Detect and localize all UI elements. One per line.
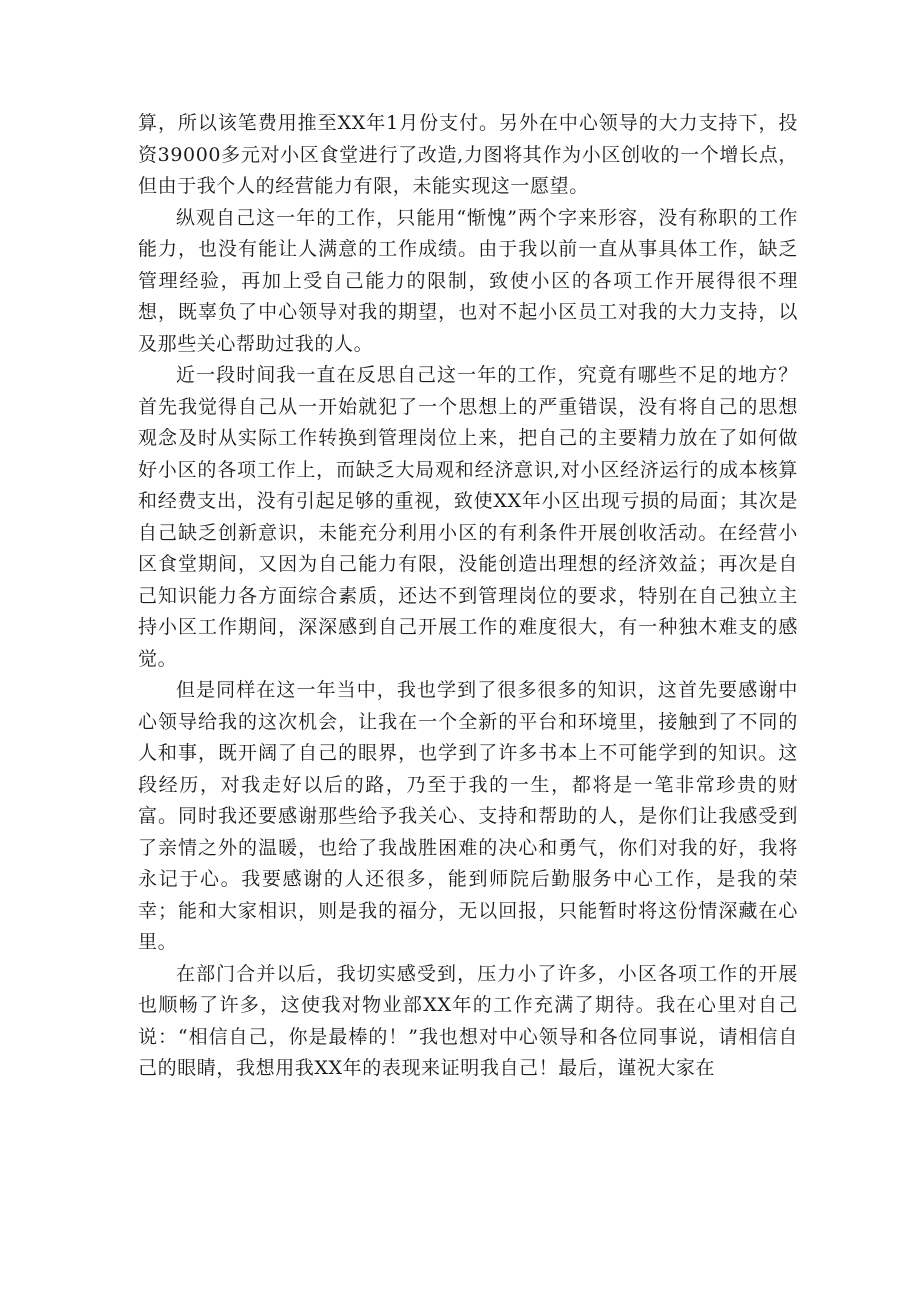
- paragraph-2: 纵观自己这一年的工作，只能用“惭愧”两个字来形容，没有称职的工作能力，也没有能让人满意的工作成绩。由于我以前一直从事具体工作，缺乏管理经验，再加上受自己能力的限制，致使小区的各项工作开展得很不理想，既辜负了中心领导对我的期望，也对不起小区员工对我的大力支持，以及那些关心帮助过我的人。: [138, 206, 798, 355]
- paragraph-4: 但是同样在这一年当中，我也学到了很多很多的知识，这首先要感谢中心领导给我的这次机会，让我在一个全新的平台和环境里，接触到了不同的人和事，既开阔了自己的眼界，也学到了许多书本上不可能学到的知识。这段经历，对我走好以后的路，乃至于我的一生，都将是一笔非常珍贵的财富。同时我还要感谢那些给予我关心、支持和帮助的人，是你们让我感受到了亲情之外的温暖，也给了我战胜困难的决心和勇气，你们对我的好，我将永记于心。我要感谢的人还很多，能到师院后勤服务中心工作，是我的荣幸；能和大家相识，则是我的福分，无以回报，只能暂时将这份情深藏在心里。: [138, 679, 798, 953]
- paragraph-5: 在部门合并以后，我切实感受到，压力小了许多，小区各项工作的开展也顺畅了许多，这使我对物业部XX年的工作充满了期待。我在心里对自己说：“相信自己，你是最棒的！”我也想对中心领导和各位同事说，请相信自己的眼睛，我想用我XX年的表现来证明我自己！最后，谨祝大家在: [138, 962, 798, 1079]
- document-body: [138, 108, 798, 1085]
- paragraph-3: 近一段时间我一直在反思自己这一年的工作，究竟有哪些不足的地方？首先我觉得自己从一开始就犯了一个思想上的严重错误，没有将自己的思想观念及时从实际工作转换到管理岗位上来，把自己的主要精力放在了如何做好小区的各项工作上，而缺乏大局观和经济意识,对小区经济运行的成本核算和经费支出，没有引起足够的重视，致使XX年小区出现亏损的局面；其次是自己缺乏创新意识，未能充分利用小区的有利条件开展创收活动。在经营小区食堂期间，又因为自己能力有限，没能创造出理想的经济效益；再次是自己知识能力各方面综合素质，还达不到管理岗位的要求，特别在自己独立主持小区工作期间，深深感到自己开展工作的难度很大，有一种独木难支的感觉。: [138, 364, 798, 670]
- paragraph-1: 算，所以该笔费用推至XX年1月份支付。另外在中心领导的大力支持下，投资39000多元对小区食堂进行了改造,力图将其作为小区创收的一个增长点，但由于我个人的经营能力有限，未能实现这一愿望。: [138, 112, 798, 197]
